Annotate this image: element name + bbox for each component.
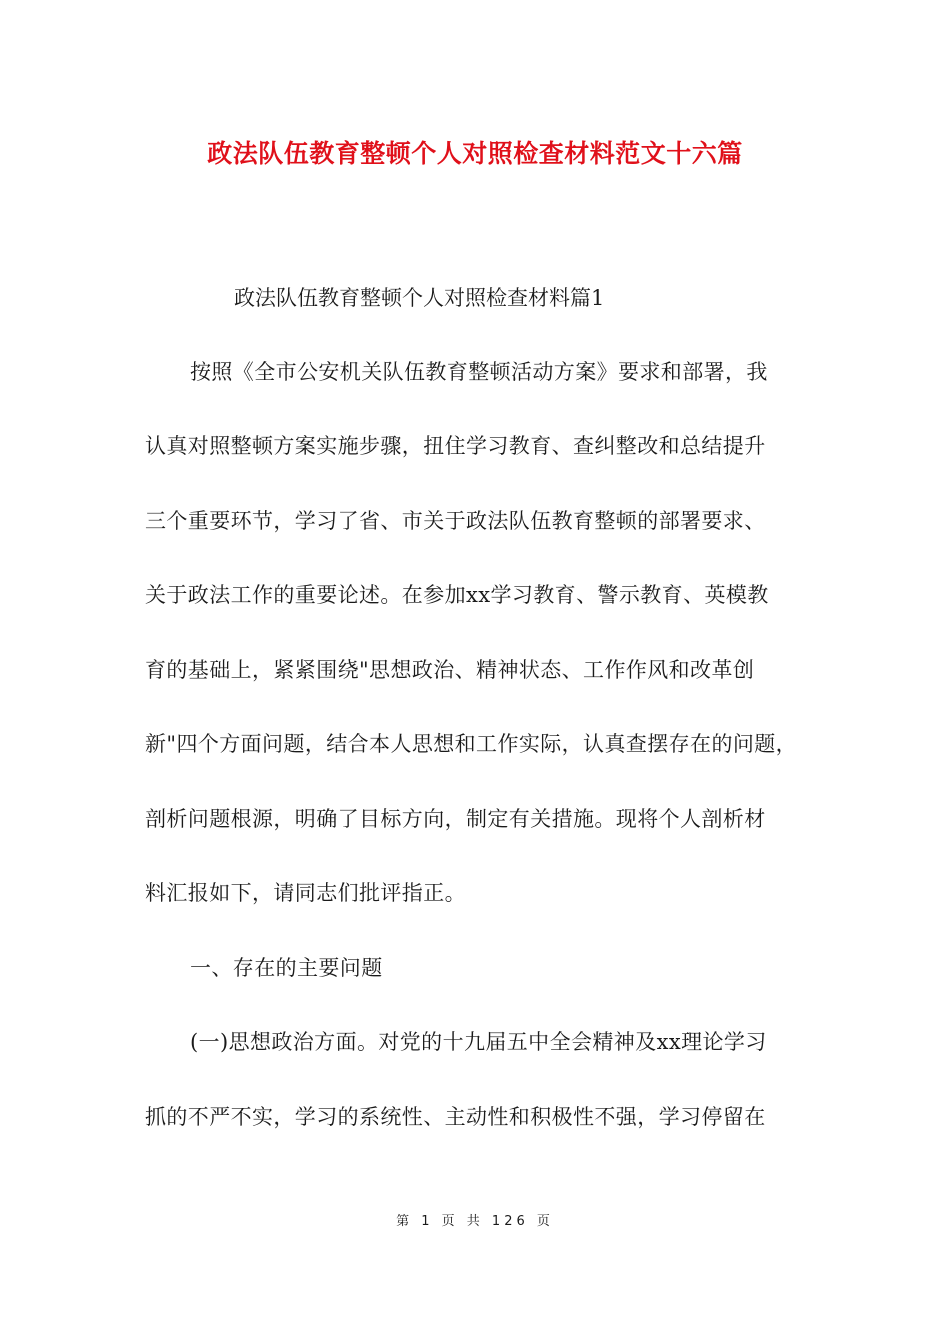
section-heading: 政法队伍教育整顿个人对照检查材料篇1 <box>234 286 605 310</box>
page-footer: 第 1 页 共 126 页 <box>396 1214 554 1229</box>
paragraph-line: 认真对照整顿方案实施步骤，扭住学习教育、查纠整改和总结提升 <box>145 434 766 458</box>
subsection-heading: 一、存在的主要问题 <box>190 956 383 980</box>
paragraph-line: 关于政法工作的重要论述。在参加xx学习教育、警示教育、英模教 <box>145 583 769 607</box>
paragraph-line: 抓的不严不实，学习的系统性、主动性和积极性不强，学习停留在 <box>145 1105 766 1129</box>
paragraph-line: 按照《全市公安机关队伍教育整顿活动方案》要求和部署，我 <box>190 360 768 384</box>
paragraph-line: 育的基础上，紧紧围绕"思想政治、精神状态、工作作风和改革创 <box>145 658 755 682</box>
paragraph-line: 三个重要环节，学习了省、市关于政法队伍教育整顿的部署要求、 <box>145 509 766 533</box>
paragraph-line: 料汇报如下，请同志们批评指正。 <box>145 881 466 905</box>
document-title: 政法队伍教育整顿个人对照检查材料范文十六篇 <box>207 139 743 168</box>
paragraph-line: 剖析问题根源，明确了目标方向，制定有关措施。现将个人剖析材 <box>145 807 766 831</box>
paragraph-line: 新"四个方面问题，结合本人思想和工作实际，认真查摆存在的问题， <box>145 732 798 756</box>
paragraph-line: (一)思想政治方面。对党的十九届五中全会精神及xx理论学习 <box>190 1030 767 1054</box>
